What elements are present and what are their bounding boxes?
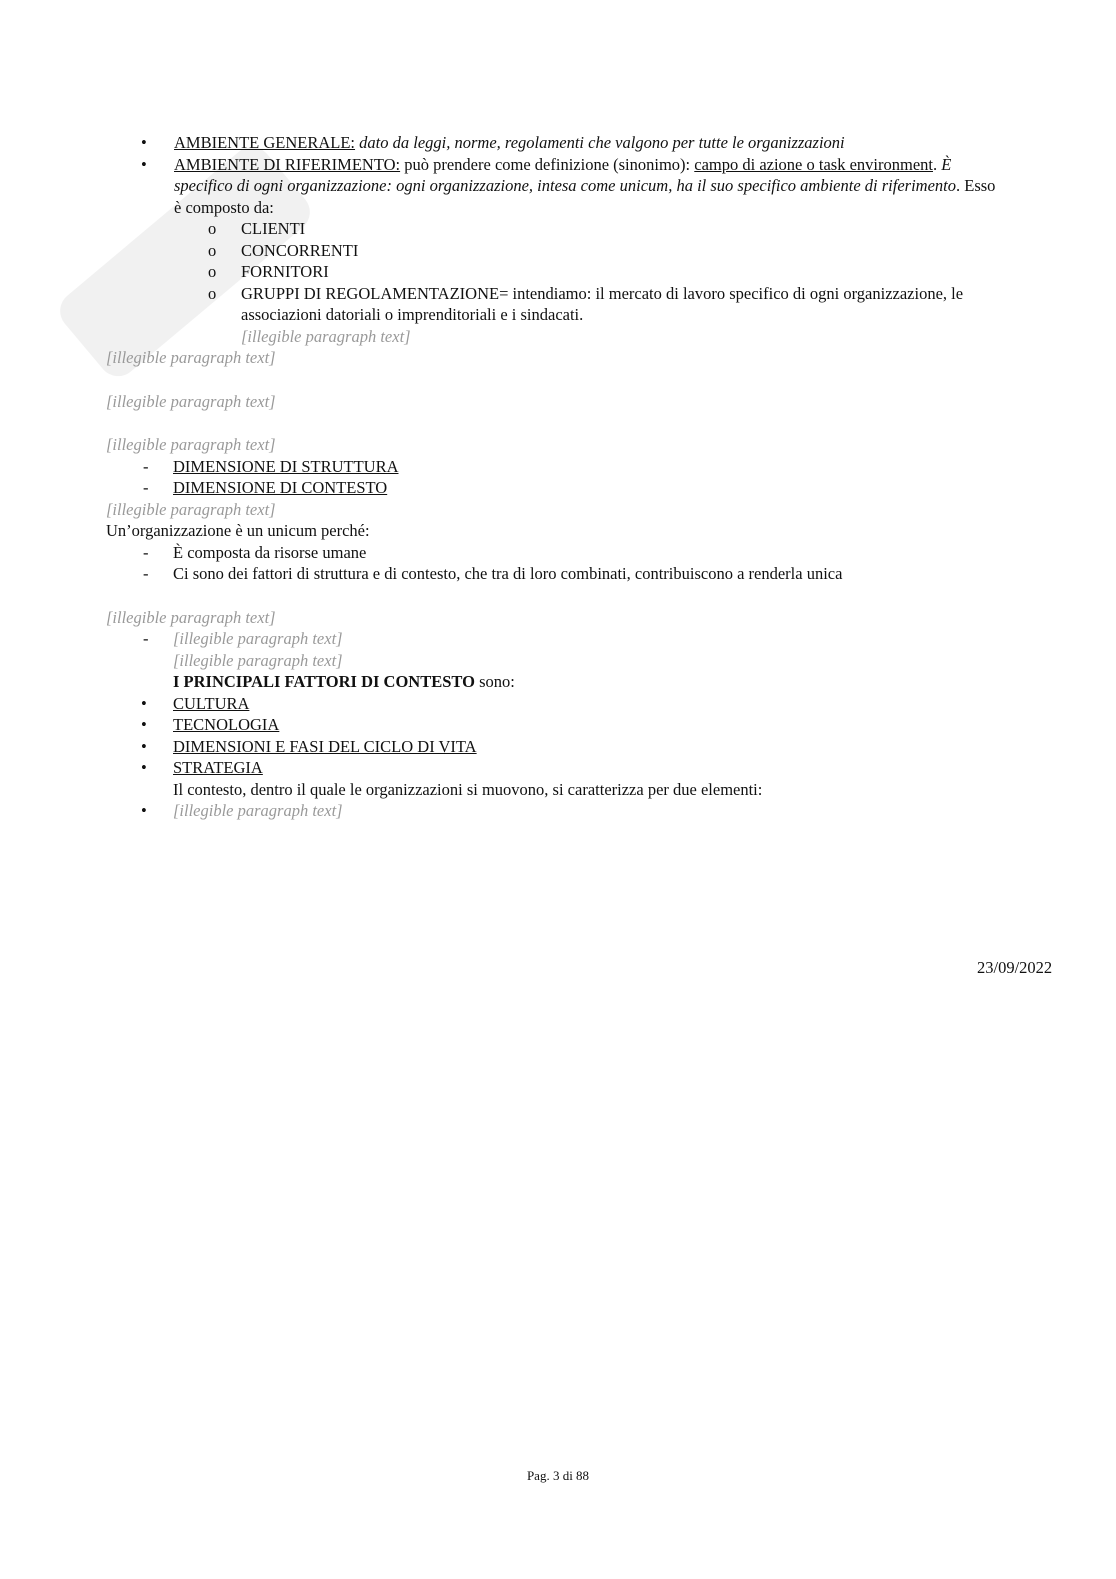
ambiente-riferimento-text-a: può prendere come definizione (sinonimo): xyxy=(404,154,691,174)
page-number-footer: Pag. 3 di 88 xyxy=(526,1468,590,1483)
unicum-reasons-list xyxy=(106,542,1006,585)
list-item: - DIMENSIONE DI STRUTTURA xyxy=(173,456,1006,478)
unicum-intro: Un’organizzazione è un unicum perché: xyxy=(106,521,370,540)
document-page xyxy=(106,132,1006,822)
ambiente-riferimento-text-d: Esso è composto da: xyxy=(174,176,996,217)
polimorfismo-paragraph: [illegible paragraph text] xyxy=(106,391,276,411)
ambiente-riferimento-heading: AMBIENTE DI RIFERIMENTO: xyxy=(174,154,401,174)
list-item: o GRUPPI DI REGOLAMENTAZIONE= intendiamo: il mercato di lavoro specifico di ogni organizzazione, le associazioni datoriali o imprenditoriali e i sindacati. xyxy=(241,283,1006,326)
design-list xyxy=(106,628,1006,650)
list-item: o CONCORRENTI xyxy=(241,240,1006,262)
list-item: • DIMENSIONI E FASI DEL CICLO DI VITA xyxy=(173,736,1006,758)
ambiente-riferimento-text-c: È specifico di ogni organizzazione: ogni organizzazione, intesa come unicum, ha il suo specifico ambiente di riferimento xyxy=(174,154,956,195)
multicontingente-explanation: [illegible paragraph text] xyxy=(106,499,276,519)
list-item: • CULTURA xyxy=(173,693,1006,715)
list-item xyxy=(173,800,1006,822)
list-item: - È composta da risorse umane xyxy=(173,542,1006,564)
two-elements-intro: Il contesto, dentro il quale le organizzazioni si muovono, si caratterizza per due elementi: xyxy=(173,779,763,799)
environment-components-list xyxy=(106,218,1006,326)
date-note: 23/09/2022 xyxy=(977,958,1053,977)
ambiente-generale-heading: AMBIENTE GENERALE: xyxy=(174,133,356,152)
list-item: • TECNOLOGIA xyxy=(173,714,1006,736)
modello-paragraph: [illegible paragraph text] xyxy=(106,348,276,367)
factors-heading-bold: I PRINCIPALI FATTORI DI CONTESTO xyxy=(173,672,475,691)
list-item: - DIMENSIONE DI CONTESTO xyxy=(173,477,1006,499)
list-item: o CLIENTI xyxy=(241,218,1006,240)
context-factors-list xyxy=(106,693,1006,779)
factors-heading xyxy=(106,671,1006,693)
list-item xyxy=(174,132,1006,154)
ambiente-generale-text: dato da leggi, norme, regolamenti che valgono per tutte le organizzazioni xyxy=(359,133,845,152)
nb-note: [illegible paragraph text] xyxy=(173,650,343,670)
list-item: - Ci sono dei fattori di struttura e di contesto, che tra di loro combinati, contribuiscono a renderla unica xyxy=(173,563,1006,585)
list-item: o FORNITORI xyxy=(241,261,1006,283)
factors-heading-tail: sono: xyxy=(479,672,515,691)
multicontingente-paragraph: [illegible paragraph text] xyxy=(106,435,276,454)
variabilita-contesto-text: [illegible paragraph text] xyxy=(173,629,343,648)
disegno-organizzativo-paragraph: [illegible paragraph text] xyxy=(106,607,276,627)
dimensions-list xyxy=(106,456,1006,499)
context-elements-list xyxy=(106,800,1006,822)
environment-paragraph: [illegible paragraph text] xyxy=(241,326,411,346)
list-item: • AMBIENTE DI RIFERIMENTO: può prendere come definizione (sinonimo): campo di azione o task environment. È specifico di ogni organizzazione: ogni organizzazione, intesa come unicum, ha il suo specifico ambiente di riferimento. Esso è composto da: xyxy=(174,154,1006,219)
environment-list xyxy=(106,132,1006,218)
list-item xyxy=(173,628,1006,650)
incertezza-text: [illegible paragraph text] xyxy=(173,801,343,820)
ambiente-riferimento-text-b: campo di azione o task environment xyxy=(694,154,933,174)
list-item: • STRATEGIA xyxy=(173,757,1006,779)
